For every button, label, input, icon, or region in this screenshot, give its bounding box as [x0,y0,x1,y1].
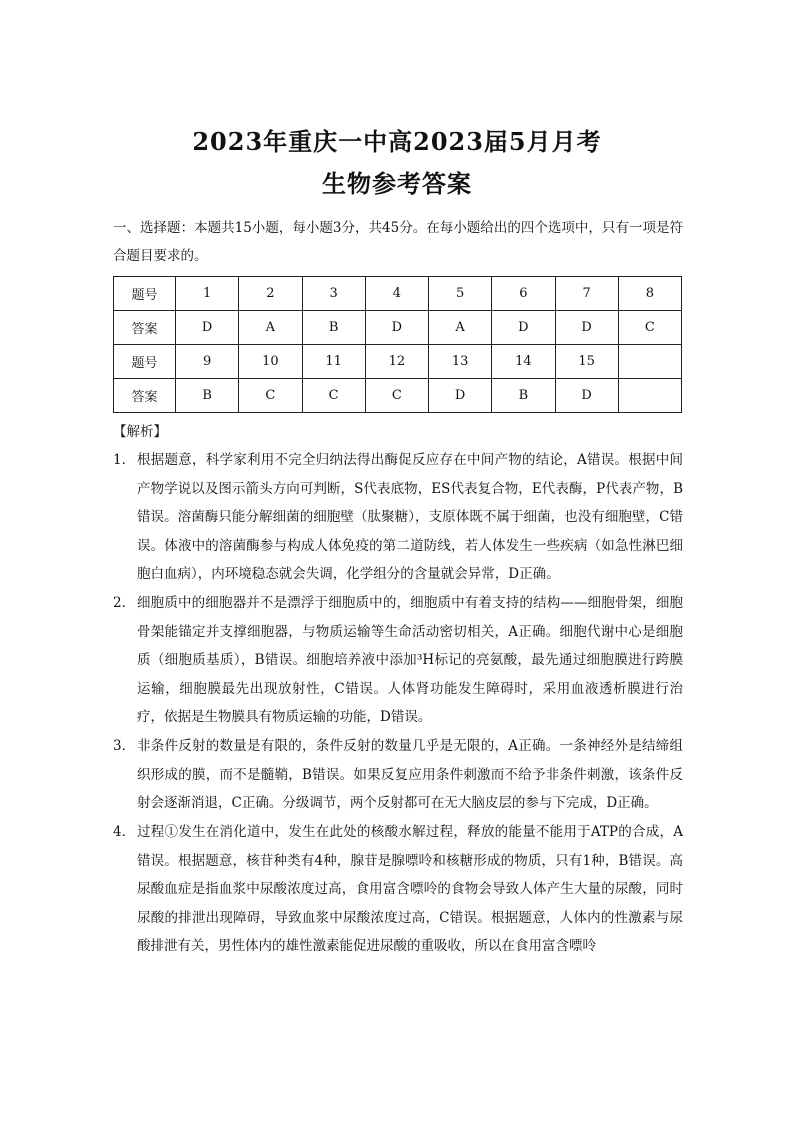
analysis-item-text: 细胞质中的细胞器并不是漂浮于细胞质中的，细胞质中有着支持的结构——细胞骨架，细胞骨架能锚定并支撑细胞器，与物质运输等生命活动密切相关，A正确。细胞代谢中心是细胞质（细胞质基质），B错误。细胞培养液中添加³H标记的亮氨酸，最先通过细胞膜进行跨膜运输，细胞膜最先出现放射性，C错误。人体肾功能发生障碍时，采用血液透析膜进行治疗，依据是生物膜具有物质运输的功能，D错误。 [137,595,683,725]
answer-table-cell: C [302,379,365,413]
answer-table-row-label: 答案 [114,379,176,413]
answer-table-cell: 7 [555,277,618,311]
answer-table-cell: 6 [492,277,555,311]
answer-table-row [114,277,682,311]
analysis-item-number: 4． [113,824,136,840]
answer-table-cell: B [492,379,555,413]
answer-table-cell: B [176,379,239,413]
page-subtitle: 生物参考答案 [322,169,472,198]
answer-table-cell: 11 [302,345,365,379]
analysis-item-number: 2． [113,595,136,611]
answer-table-cell: A [239,311,302,345]
answer-table-cell: 1 [176,277,239,311]
answer-table-row [114,379,682,413]
answer-table-row [114,311,682,345]
analysis-item-text: 非条件反射的数量是有限的，条件反射的数量几乎是无限的，A正确。一条神经外是结缔组织形成的膜，而不是髓鞘，B错误。如果反复应用条件刺激而不给予非条件刺激，该条件反射会逐渐消退，C正确。分级调节，两个反射都可在无大脑皮层的参与下完成，D正确。 [137,738,683,811]
answer-table-row-label: 答案 [114,311,176,345]
answer-table-cell: A [429,311,492,345]
answer-table-cell: C [239,379,302,413]
answer-table-cell: B [302,311,365,345]
answer-table-cell: 3 [302,277,365,311]
analysis-item [113,732,683,818]
answer-table-row-label: 题号 [114,345,176,379]
analysis-item [113,589,683,732]
answer-table-cell: 2 [239,277,302,311]
analysis-item-text: 根据题意，科学家利用不完全归纳法得出酶促反应存在中间产物的结论，A错误。根据中间产物学说以及图示箭头方向可判断，S代表底物，ES代表复合物，E代表酶，P代表产物，B错误。溶菌酶只能分解细菌的细胞壁（肽聚糖），支原体既不属于细菌，也没有细胞壁，C错误。体液中的溶菌酶参与构成人体免疫的第二道防线，若人体发生一些疾病（如急性淋巴细胞白血病），内环境稳态就会失调，化学组分的含量就会异常，D正确。 [137,452,683,582]
answer-table-cell: D [176,311,239,345]
answer-table-cell: C [618,311,681,345]
answer-table-cell: D [492,311,555,345]
answer-table-row [114,345,682,379]
section-instructions: 一、选择题：本题共15小题，每小题3分，共45分。在每小题给出的四个选项中，只有一项是符合题目要求的。 [113,220,683,264]
analysis-item-number: 1． [113,452,136,468]
answer-table-cell: 13 [429,345,492,379]
answer-table-cell: 9 [176,345,239,379]
answer-table [113,276,682,413]
answer-table-cell [618,379,681,413]
answer-table-cell: D [555,311,618,345]
answer-table-cell: 14 [492,345,555,379]
analysis-heading: 【解析】 [113,424,167,440]
answer-table-cell: C [365,379,428,413]
answer-table-cell: D [429,379,492,413]
answer-table-cell: 8 [618,277,681,311]
answer-table-cell: D [555,379,618,413]
page-title: 2023年重庆一中高2023届5月月考 [192,127,602,156]
analysis-item [113,818,683,961]
analysis-item-number: 3． [113,738,136,754]
answer-table-cell: D [365,311,428,345]
answer-table-cell: 4 [365,277,428,311]
answer-table-cell [618,345,681,379]
answer-table-cell: 12 [365,345,428,379]
analysis-item [113,446,683,589]
answer-table-cell: 10 [239,345,302,379]
answer-table-row-label: 题号 [114,277,176,311]
answer-table-cell: 15 [555,345,618,379]
analysis-item-text: 过程①发生在消化道中，发生在此处的核酸水解过程，释放的能量不能用于ATP的合成，A错误。根据题意，核苷种类有4种，腺苷是腺嘌呤和核糖形成的物质，只有1种，B错误。高尿酸血症是指血浆中尿酸浓度过高，食用富含嘌呤的食物会导致人体产生大量的尿酸，同时尿酸的排泄出现障碍，导致血浆中尿酸浓度过高，C错误。根据题意，人体内的性激素与尿酸排泄有关，男性体内的雄性激素能促进尿酸的重吸收，所以在食用富含嘌呤 [137,824,683,954]
answer-table-cell: 5 [429,277,492,311]
